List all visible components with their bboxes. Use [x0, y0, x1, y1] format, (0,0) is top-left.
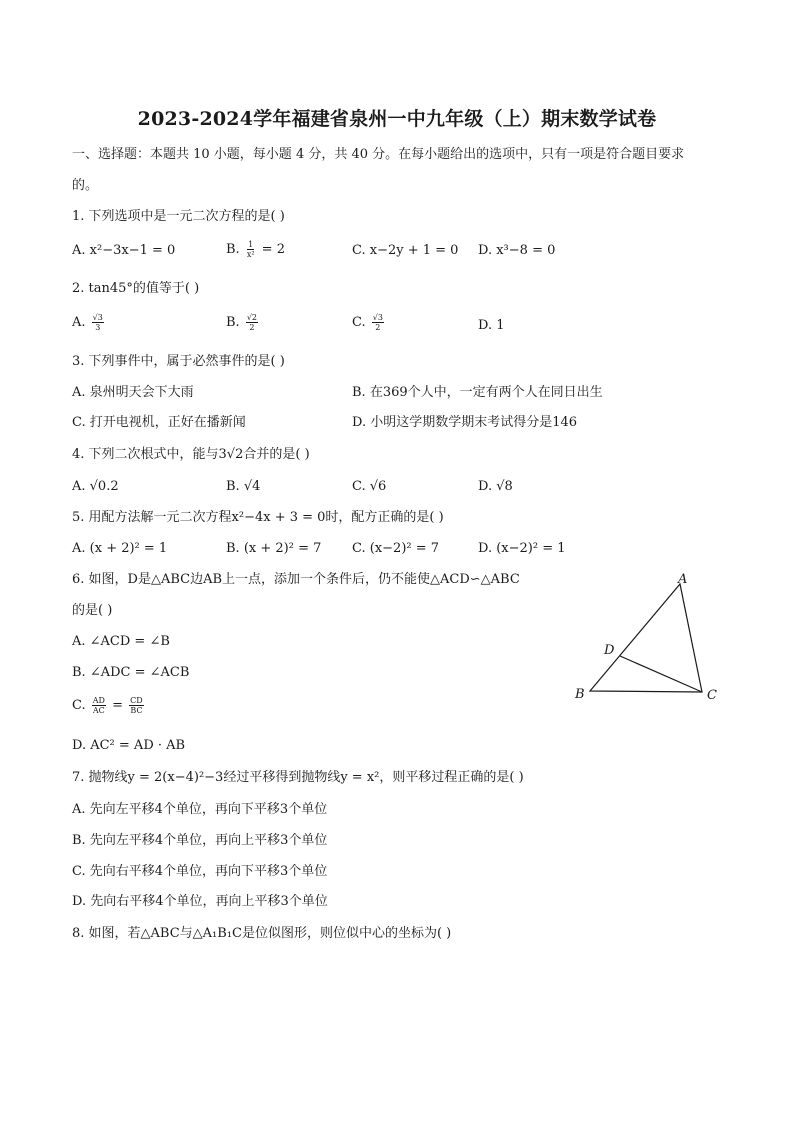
- question-1-stem: 1. 下列选项中是一元二次方程的是( ): [72, 209, 285, 224]
- label-a: A: [678, 572, 688, 587]
- question-5-stem: 5. 用配方法解一元二次方程x²−4x + 3 = 0时，配方正确的是( ): [72, 510, 444, 525]
- question-5-option-b: B. (x + 2)² = 7: [226, 541, 322, 556]
- question-6-option-a: A. ∠ACD = ∠B: [72, 634, 170, 649]
- question-7-stem: 7. 抛物线y = 2(x−4)²−3经过平移得到抛物线y = x²，则平移过程正确的是( ): [72, 770, 524, 785]
- question-6-option-b: B. ∠ADC = ∠ACB: [72, 665, 190, 680]
- option-b-prefix: B.: [226, 242, 244, 257]
- triangle-abc: [590, 584, 702, 692]
- question-1-option-d: D. x³−8 = 0: [478, 243, 556, 258]
- fraction: [129, 696, 144, 715]
- question-3-option-b: B. 在369个人中，一定有两个人在同日出生: [352, 385, 603, 400]
- question-4-stem: 4. 下列二次根式中，能与3√2合并的是( ): [72, 447, 310, 462]
- question-3-option-d: D. 小明这学期数学期末考试得分是146: [352, 415, 578, 430]
- option-b-suffix: = 2: [257, 242, 285, 257]
- section-heading-line1: 一、选择题：本题共 10 小题，每小题 4 分，共 40 分。在每小题给出的选项中，只有一项是符合题目要求: [72, 147, 685, 162]
- question-6-stem-line1: 6. 如图，D是△ABC边AB上一点，添加一个条件后，仍不能使△ACD∽△ABC: [72, 572, 520, 587]
- fraction-numerator: √3: [372, 313, 383, 322]
- question-1-option-c: C. x−2y + 1 = 0: [352, 243, 459, 258]
- fraction: [246, 313, 258, 332]
- label-c: C: [707, 688, 717, 703]
- fraction-numerator: √2: [246, 313, 258, 322]
- question-2-option-a: [72, 313, 106, 332]
- label-b: B: [575, 687, 585, 702]
- question-5-option-a: A. (x + 2)² = 1: [72, 541, 168, 556]
- question-7-option-b: B. 先向左平移4个单位，再向上平移3个单位: [72, 833, 328, 848]
- question-7-option-a: A. 先向左平移4个单位，再向下平移3个单位: [72, 802, 328, 817]
- fraction-denominator: x²: [246, 250, 255, 259]
- fraction-denominator: 2: [249, 323, 255, 332]
- question-2-stem: 2. tan45°的值等于( ): [72, 281, 200, 296]
- label-d: D: [604, 643, 615, 658]
- fraction-denominator: 2: [375, 323, 381, 332]
- option-b-prefix: B.: [226, 315, 244, 330]
- question-2-option-c: [352, 313, 386, 332]
- question-2-option-d: D. 1: [478, 318, 505, 333]
- segment-cd: [620, 656, 702, 692]
- question-2-option-b: [226, 313, 260, 332]
- question-1-option-a: A. x²−3x−1 = 0: [72, 243, 176, 258]
- option-c-prefix: C.: [72, 698, 90, 713]
- fraction-denominator: BC: [130, 706, 143, 715]
- fraction-numerator: AD: [92, 696, 105, 705]
- fraction-numerator: 1: [248, 240, 254, 249]
- question-5-option-d: D. (x−2)² = 1: [478, 541, 566, 556]
- exam-title: 2023-2024学年福建省泉州一中九年级（上）期末数学试卷: [137, 108, 657, 130]
- fraction-denominator: 3: [95, 323, 101, 332]
- question-7-option-c: C. 先向右平移4个单位，再向下平移3个单位: [72, 864, 328, 879]
- option-a-prefix: A.: [72, 315, 90, 330]
- fraction-numerator: CD: [130, 696, 143, 705]
- question-3-stem: 3. 下列事件中，属于必然事件的是( ): [72, 354, 285, 369]
- fraction: [372, 313, 384, 332]
- question-1-option-b: [226, 240, 285, 259]
- fraction: [92, 696, 106, 715]
- question-5-option-c: C. (x−2)² = 7: [352, 541, 440, 556]
- section-heading-line2: 的。: [72, 178, 99, 193]
- question-6-option-c: [72, 696, 146, 715]
- question-4-option-a: A. √0.2: [72, 479, 119, 494]
- question-4-option-d: D. √8: [478, 479, 513, 494]
- question-6-stem-line2: 的是( ): [72, 603, 113, 618]
- question-4-option-c: C. √6: [352, 479, 387, 494]
- fraction: [246, 240, 256, 259]
- triangle-figure: [572, 570, 732, 710]
- triangle-diagram: [572, 570, 732, 710]
- question-4-option-b: B. √4: [226, 479, 261, 494]
- question-3-option-a: A. 泉州明天会下大雨: [72, 385, 194, 400]
- question-3-option-c: C. 打开电视机，正好在播新闻: [72, 415, 246, 430]
- question-8-stem: 8. 如图，若△ABC与△A₁B₁C是位似图形，则位似中心的坐标为( ): [72, 926, 452, 941]
- fraction-denominator: AC: [92, 706, 105, 715]
- fraction: [92, 313, 104, 332]
- option-c-prefix: C.: [352, 315, 370, 330]
- question-7-option-d: D. 先向右平移4个单位，再向上平移3个单位: [72, 894, 328, 909]
- equals-sign: =: [107, 698, 128, 713]
- fraction-numerator: √3: [92, 313, 103, 322]
- question-6-option-d: D. AC² = AD · AB: [72, 738, 186, 753]
